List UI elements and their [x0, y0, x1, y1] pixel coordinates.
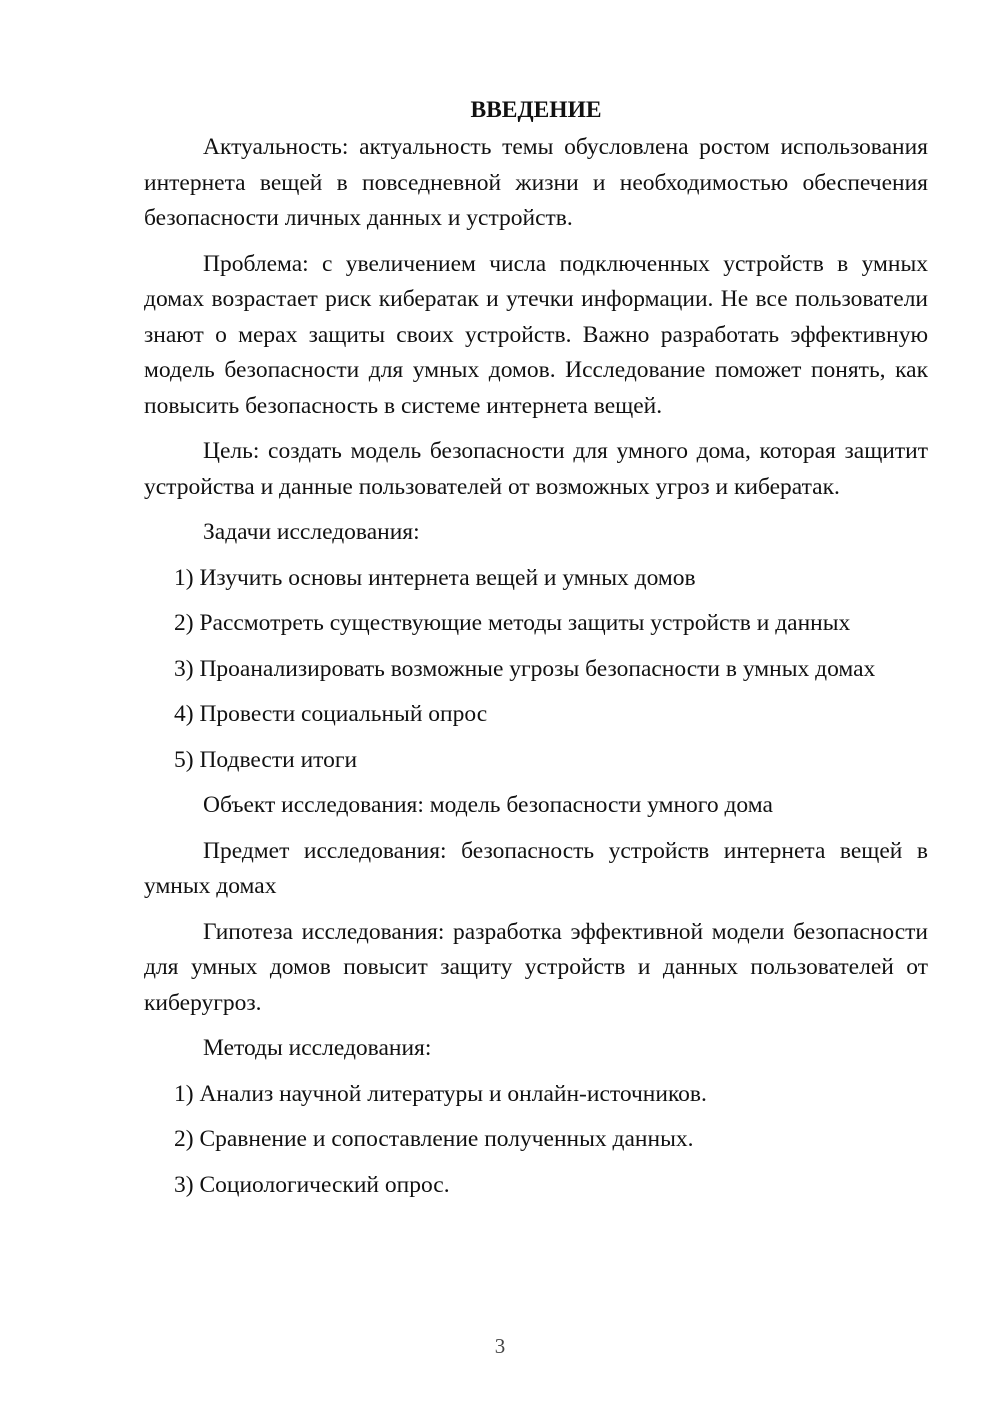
- page-content: [144, 90, 928, 1213]
- methods-heading: Методы исследования:: [203, 1035, 432, 1061]
- subject-paragraph: Предмет исследования: безопасность устройств интернета вещей в умных домах: [144, 837, 928, 899]
- object-line: Объект исследования: модель безопасности умного дома: [203, 792, 773, 818]
- task-item: 1) Изучить основы интернета вещей и умных домов: [174, 564, 696, 591]
- tasks-heading: Задачи исследования:: [203, 519, 420, 545]
- method-item: 2) Сравнение и сопоставление полученных данных.: [174, 1126, 694, 1152]
- relevance-paragraph: Актуальность: актуальность темы обусловлена ростом использования интернета вещей в повседневной жизни и необходимостью обеспечения безопасности личных данных и устройств.: [144, 134, 928, 231]
- task-item: 4) Провести социальный опрос: [174, 701, 488, 727]
- problem-paragraph: Проблема: с увеличением числа подключенных устройств в умных домах возрастает риск кибератак и утечки информации. Не все пользователи знают о мерах защиты своих устройств. Важно разработать эффективную модель безопасности для умных домов. Исследование поможет понять, как повысить безопасность в системе интернета вещей.: [144, 250, 928, 419]
- method-item: 1) Анализ научной литературы и онлайн-источников.: [174, 1080, 707, 1107]
- task-item: 5) Подвести итоги: [174, 746, 358, 773]
- method-item: 3) Социологический опрос.: [174, 1171, 450, 1198]
- goal-paragraph: Цель: создать модель безопасности для умного дома, которая защитит устройства и данные пользователей от возможных угроз и кибератак.: [144, 438, 928, 500]
- hypothesis-paragraph: Гипотеза исследования: разработка эффективной модели безопасности для умных домов повысит защиту устройств и данных пользователей от киберугроз.: [144, 918, 928, 1016]
- task-item: 3) Проанализировать возможные угрозы безопасности в умных домах: [174, 655, 876, 682]
- section-title: ВВЕДЕНИЕ: [470, 97, 602, 123]
- task-item: 2) Рассмотреть существующие методы защиты устройств и данных: [174, 610, 851, 636]
- page-number: 3: [494, 1334, 506, 1358]
